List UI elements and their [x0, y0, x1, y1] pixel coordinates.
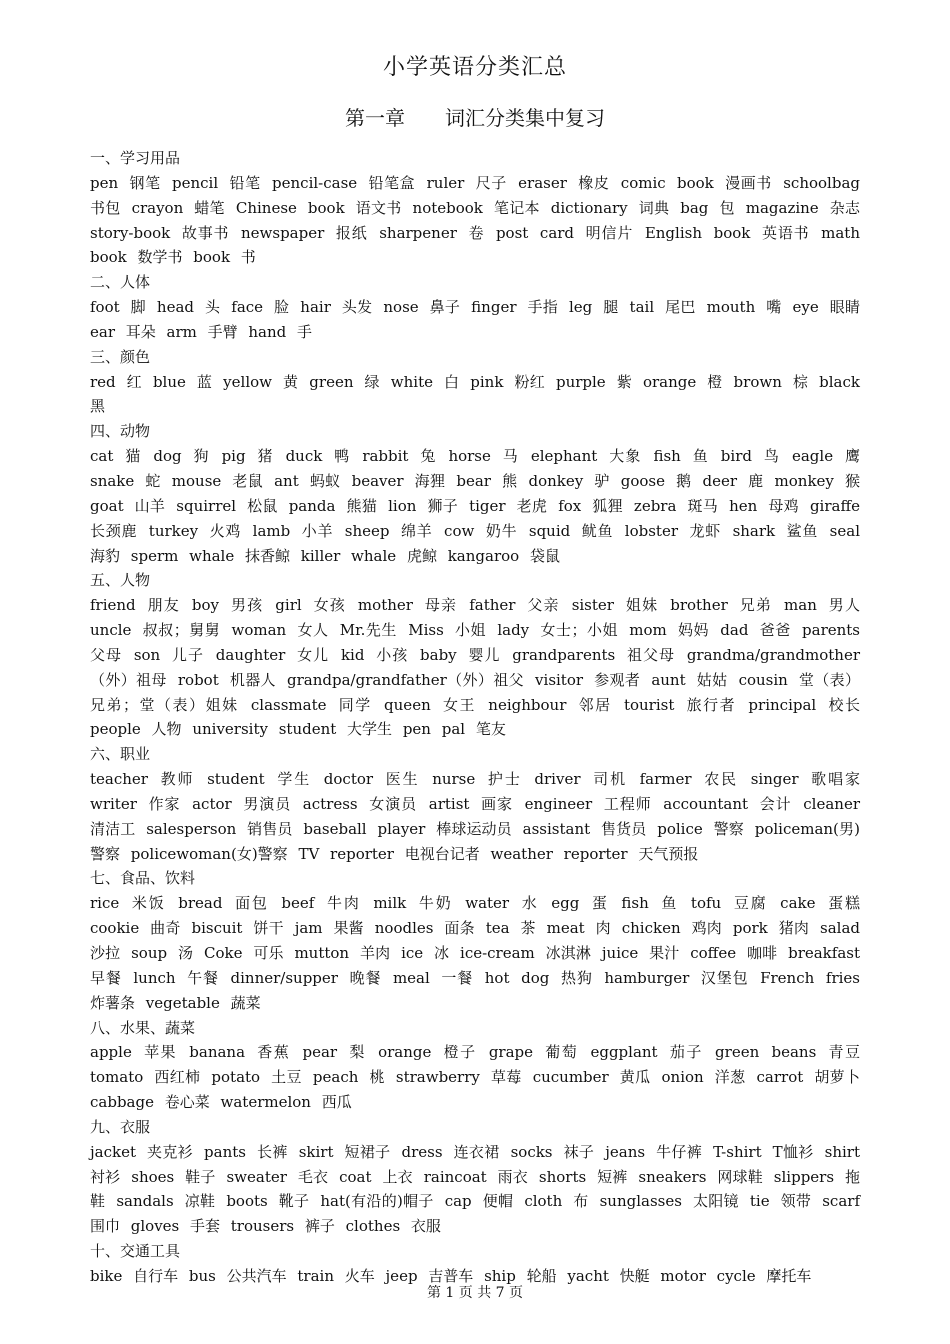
vocabulary-content [90, 146, 860, 1289]
section-people [90, 568, 860, 742]
section-words: rice 米饭 bread 面包 beef 牛肉 milk 牛奶 water 水 egg 蛋 fish 鱼 tofu 豆腐 cake 蛋糕 cookie 曲奇 biscuit 饼干 jam 果酱 noodles 面条 tea 茶 meat 肉 chicken 鸡肉 pork 猪肉 salad 沙拉 soup 汤 Coke 可乐 mutton 羊肉 ice 冰 ice-cream 冰淇淋 juice 果汁 coffee 咖啡 breakfast 早餐 lunch 午餐 dinner/supper 晚餐 meal 一餐 hot dog 热狗 hamburger 汉堡包 French fries 炸薯条 vegetable 蔬菜 [90, 894, 860, 1012]
section-words: pen 钢笔 pencil 铅笔 pencil-case 铅笔盒 ruler 尺子 eraser 橡皮 comic book 漫画书 schoolbag 书包 crayon 蜡笔 Chinese book 语文书 notebook 笔记本 dictionary 词典 bag 包 magazine 杂志 story-book 故事书 newspaper 报纸 sharpener 卷 post card 明信片 English book 英语书 math book 数学书 book 书 [90, 173, 860, 267]
section-words: apple 苹果 banana 香蕉 pear 梨 orange 橙子 grape 葡萄 eggplant 茄子 green beans 青豆 tomato 西红柿 potato 土豆 peach 桃 strawberry 草莓 cucumber 黄瓜 onion 洋葱 carrot 胡萝卜 cabbage 卷心菜 watermelon 西瓜 [90, 1043, 860, 1112]
section-heading: 六、职业 [90, 745, 151, 764]
section-clothes [90, 1115, 860, 1239]
section-heading: 九、衣服 [90, 1117, 151, 1136]
section-colors [90, 345, 860, 420]
section-heading: 十、交通工具 [90, 1242, 181, 1261]
section-animals [90, 419, 860, 568]
section-heading: 四、动物 [90, 422, 151, 441]
document-title: 小学英语分类汇总 [382, 55, 567, 80]
section-words: friend 朋友 boy 男孩 girl 女孩 mother 母亲 father 父亲 sister 姐妹 brother 兄弟 man 男人 uncle 叔叔；舅舅 woman 女人 Mr.先生 Miss 小姐 lady 女士；小姐 mom 妈妈 dad 爸爸 parents 父母 son 儿子 daughter 女儿 kid 小孩 baby 婴儿 grandparents 祖父母 grandma/grandmother（外）祖母 robot 机器人 grandpa/grandfather（外）祖父 visitor 参观者 aunt 姑姑 cousin 堂（表）兄弟；堂（表）姐妹 classmate 同学 queen 女王 neighbour 邻居 tourist 旅行者 principal 校长 people 人物 university student 大学生 pen pal 笔友 [90, 596, 860, 739]
section-heading: 二、人体 [90, 273, 151, 292]
section-heading: 一、学习用品 [90, 149, 181, 167]
section-heading: 八、水果、蔬菜 [90, 1018, 196, 1037]
section-food-drinks [90, 866, 860, 1015]
section-fruits-vegetables [90, 1016, 860, 1115]
section-words: foot 脚 head 头 face 脸 hair 头发 nose 鼻子 finger 手指 leg 腿 tail 尾巴 mouth 嘴 eye 眼睛 ear 耳朵 arm 手臂 hand 手 [90, 298, 860, 341]
section-words: jacket 夹克衫 pants 长裤 skirt 短裙子 dress 连衣裙 socks 袜子 jeans 牛仔裤 T-shirt T恤衫 shirt 衬衫 shoes 鞋子 sweater 毛衣 coat 上衣 raincoat 雨衣 shorts 短裤 sneakers 网球鞋 slippers 拖鞋 sandals 凉鞋 boots 靴子 hat(有沿的)帽子 cap 便帽 cloth 布 sunglasses 太阳镜 tie 领带 scarf 围巾 gloves 手套 trousers 裤子 clothes 衣服 [90, 1142, 860, 1236]
section-words: cat 猫 dog 狗 pig 猪 duck 鸭 rabbit 兔 horse 马 elephant 大象 fish 鱼 bird 鸟 eagle 鹰 snake 蛇 mouse 老鼠 ant 蚂蚁 beaver 海狸 bear 熊 donkey 驴 goose 鹅 deer 鹿 monkey 猴 goat 山羊 squirrel 松鼠 panda 熊猫 lion 狮子 tiger 老虎 fox 狐狸 zebra 斑马 hen 母鸡 giraffe 长颈鹿 turkey 火鸡 lamb 小羊 sheep 绵羊 cow 奶牛 squid 鱿鱼 lobster 龙虾 shark 鲨鱼 seal 海豹 sperm whale 抹香鲸 killer whale 虎鲸 kangaroo 袋鼠 [90, 447, 860, 565]
section-body [90, 270, 860, 345]
section-heading: 三、颜色 [90, 347, 151, 366]
page-number-footer: 第 1 页 共 7 页 [426, 1285, 524, 1301]
section-words: bike 自行车 bus 公共汽车 train 火车 jeep 吉普车 ship 轮船 yacht 快艇 motor cycle 摩托车 [90, 1266, 812, 1285]
section-words: red 红 blue 蓝 yellow 黄 green 绿 white 白 pink 粉红 purple 紫 orange 橙 brown 棕 black 黑 [90, 372, 860, 416]
chapter-title: 第一章 词汇分类集中复习 [345, 106, 605, 130]
section-heading: 七、食品、饮料 [90, 869, 196, 888]
section-school-supplies [90, 146, 860, 270]
section-words: teacher 教师 student 学生 doctor 医生 nurse 护士 driver 司机 farmer 农民 singer 歌唱家 writer 作家 actor 男演员 actress 女演员 artist 画家 engineer 工程师 accountant 会计 cleaner 清洁工 salesperson 销售员 baseball player 棒球运动员 assistant 售货员 police 警察 policeman(男)警察 policewoman(女)警察 TV reporter 电视台记者 weather reporter 天气预报 [90, 770, 860, 863]
section-jobs [90, 742, 860, 866]
section-heading: 五、人物 [90, 571, 151, 590]
